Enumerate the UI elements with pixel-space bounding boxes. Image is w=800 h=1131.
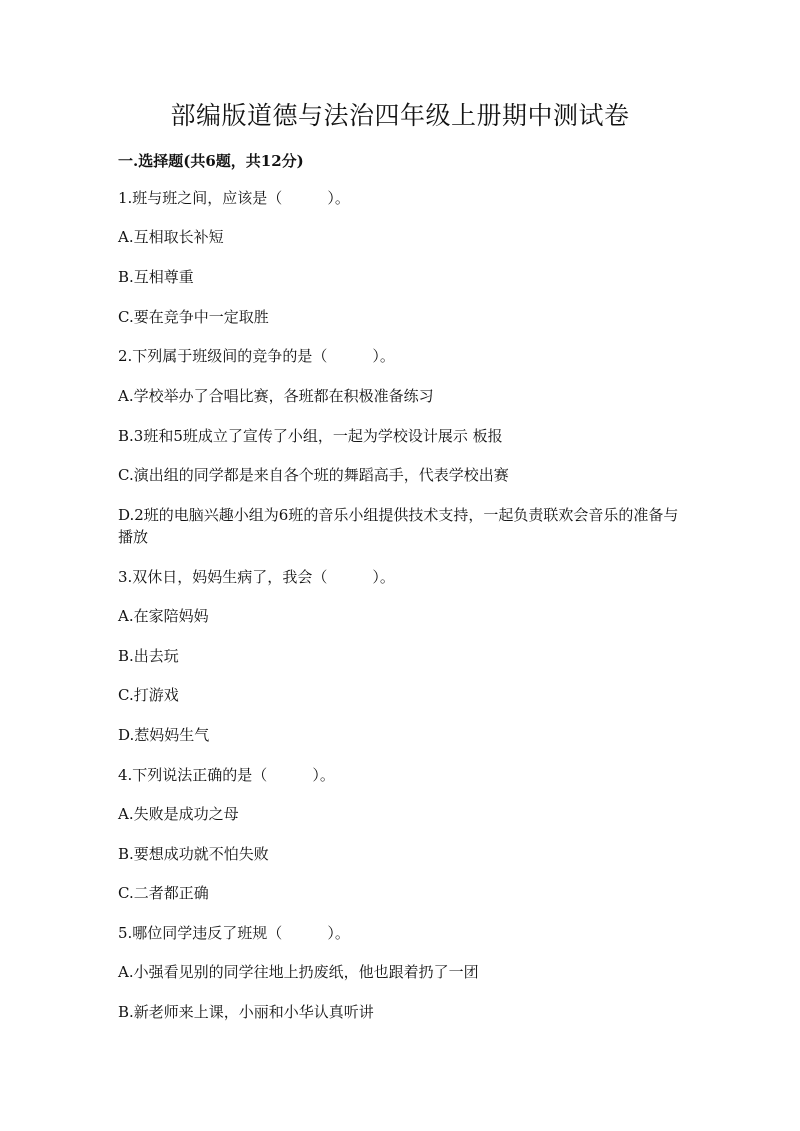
- option-5a: A.小强看见别的同学往地上扔废纸，他也跟着扔了一团: [118, 963, 479, 981]
- option-1b: B.互相尊重: [118, 268, 194, 286]
- option-3d: D.惹妈妈生气: [118, 726, 210, 744]
- option-3a: A.在家陪妈妈: [118, 607, 209, 625]
- question-4: 4.下列说法正确的是（ ）。: [118, 766, 335, 784]
- page-title: 部编版道德与法治四年级上册期中测试卷: [170, 101, 630, 130]
- option-2d: D.2班的电脑兴趣小组为6班的音乐小组提供技术支持，一起负责联欢会音乐的准备与播放: [118, 506, 679, 546]
- option-4b: B.要想成功就不怕失败: [118, 845, 269, 863]
- question-3: 3.双休日，妈妈生病了，我会（ ）。: [118, 568, 395, 586]
- option-1a: A.互相取长补短: [118, 228, 224, 246]
- option-5b: B.新老师来上课，小丽和小华认真听讲: [118, 1003, 374, 1021]
- option-4a: A.失败是成功之母: [118, 805, 239, 823]
- question-2: 2.下列属于班级间的竞争的是（ ）。: [118, 347, 395, 365]
- question-5: 5.哪位同学违反了班规（ ）。: [118, 924, 350, 942]
- question-1: 1.班与班之间，应该是（ ）。: [118, 189, 350, 207]
- option-2c: C.演出组的同学都是来自各个班的舞蹈高手，代表学校出赛: [118, 466, 509, 484]
- option-4c: C.二者都正确: [118, 884, 209, 902]
- option-2b: B.3班和5班成立了宣传了小组，一起为学校设计展示 板报: [118, 427, 503, 445]
- section-heading: 一.选择题(共6题，共12分): [118, 152, 304, 170]
- option-2a: A.学校举办了合唱比赛，各班都在积极准备练习: [118, 387, 434, 405]
- option-3c: C.打游戏: [118, 686, 179, 704]
- option-1c: C.要在竞争中一定取胜: [118, 308, 269, 326]
- option-3b: B.出去玩: [118, 647, 179, 665]
